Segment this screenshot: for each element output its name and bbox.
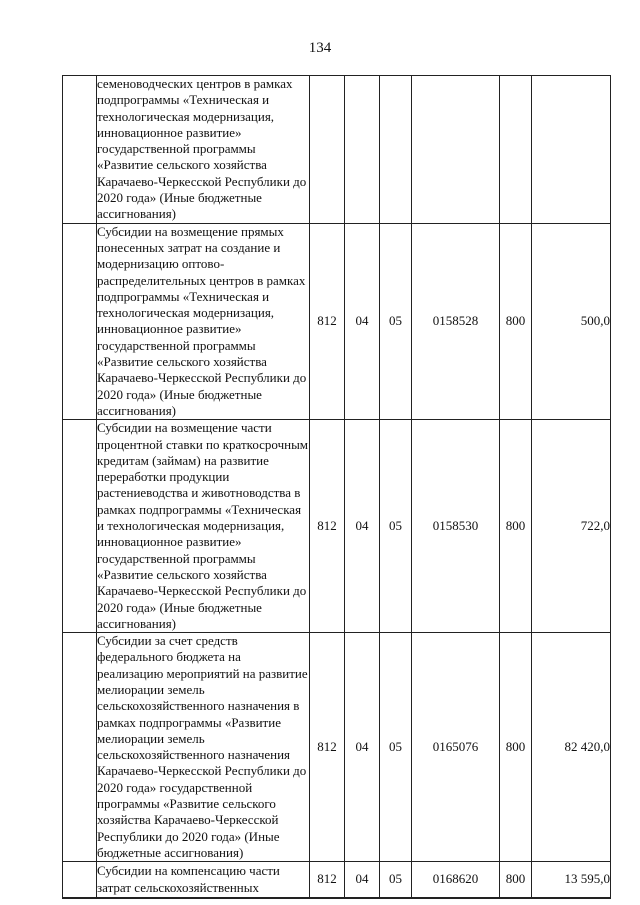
- expense-type-cell: 800: [500, 223, 532, 420]
- section-code-cell: 04: [345, 223, 380, 420]
- section-code-cell: 04: [345, 633, 380, 862]
- ministry-code-cell: 812: [310, 633, 345, 862]
- subsection-code-cell: 05: [380, 633, 412, 862]
- ministry-code-cell: 812: [310, 420, 345, 633]
- description-cell: Субсидии на компенсацию части затрат сельскохозяйственных: [97, 862, 310, 898]
- index-cell: [63, 862, 97, 898]
- subsection-code-cell: 05: [380, 223, 412, 420]
- table-row: [63, 76, 611, 224]
- subsection-code-cell: 05: [380, 420, 412, 633]
- budget-table: [62, 75, 611, 899]
- amount-cell: 500,0: [532, 223, 611, 420]
- section-code-cell: 04: [345, 420, 380, 633]
- index-cell: [63, 633, 97, 862]
- description-cell: Субсидии на возмещение части процентной ставки по краткосрочным кредитам (займам) на развитие переработки продукции растениеводства и животноводства в рамках подпрограммы «Техническая и технологическая модернизация, инновационное развитие» государственной программы «Развитие сельского хозяйства Карачаево-Черкесской Республики до 2020 года» (Иные бюджетные ассигнования): [97, 420, 309, 631]
- target-article-cell: 0168620: [412, 862, 500, 898]
- table-row: [63, 862, 611, 898]
- expense-type-cell: [500, 76, 532, 224]
- ministry-code-cell: [310, 76, 345, 224]
- ministry-code-cell: 812: [310, 223, 345, 420]
- index-cell: [63, 420, 97, 633]
- index-cell: [63, 223, 97, 420]
- description-cell: Субсидии за счет средств федерального бюджета на реализацию мероприятий на развитие мелиорации земель сельскохозяйственного назначения в рамках подпрограммы «Развитие мелиорации земель сельскохозяйственного назначения Карачаево-Черкесской Республики до 2020 года» государственной программы «Развитие сельского хозяйства Карачаево-Черкесской Республики до 2020 года» (Иные бюджетные ассигнования): [97, 633, 308, 860]
- target-article-cell: 0158530: [412, 420, 500, 633]
- amount-cell: 82 420,0: [532, 633, 611, 862]
- description-cell: семеноводческих центров в рамках подпрограммы «Техническая и технологическая модернизация, инновационное развитие» государственной программы «Развитие сельского хозяйства Карачаево-Черкесской Республики до 2020 года» (Иные бюджетные ассигнования): [97, 76, 310, 224]
- table-row: [63, 633, 611, 862]
- expense-type-cell: 800: [500, 420, 532, 633]
- page-number: 134: [308, 40, 332, 56]
- table-row: [63, 420, 611, 633]
- section-code-cell: 04: [345, 862, 380, 898]
- ministry-code-cell: 812: [310, 862, 345, 898]
- expense-type-cell: 800: [500, 862, 532, 898]
- index-cell: [63, 76, 97, 224]
- section-code-cell: [345, 76, 380, 224]
- target-article-cell: 0165076: [412, 633, 500, 862]
- expense-type-cell: 800: [500, 633, 532, 862]
- subsection-code-cell: 05: [380, 862, 412, 898]
- description-cell: Субсидии на возмещение прямых понесенных затрат на создание и модернизацию оптово-распределительных центров в рамках подпрограммы «Техническая и технологическая модернизация, инновационное развитие» государственной программы «Развитие сельского хозяйства Карачаево-Черкесской Республики до 2020 года» (Иные бюджетные ассигнования): [97, 223, 310, 420]
- amount-cell: [532, 76, 611, 224]
- target-article-cell: 0158528: [412, 223, 500, 420]
- subsection-code-cell: [380, 76, 412, 224]
- amount-cell: 13 595,0: [532, 862, 611, 898]
- target-article-cell: [412, 76, 500, 224]
- table-row: [63, 223, 611, 420]
- amount-cell: 722,0: [532, 420, 611, 633]
